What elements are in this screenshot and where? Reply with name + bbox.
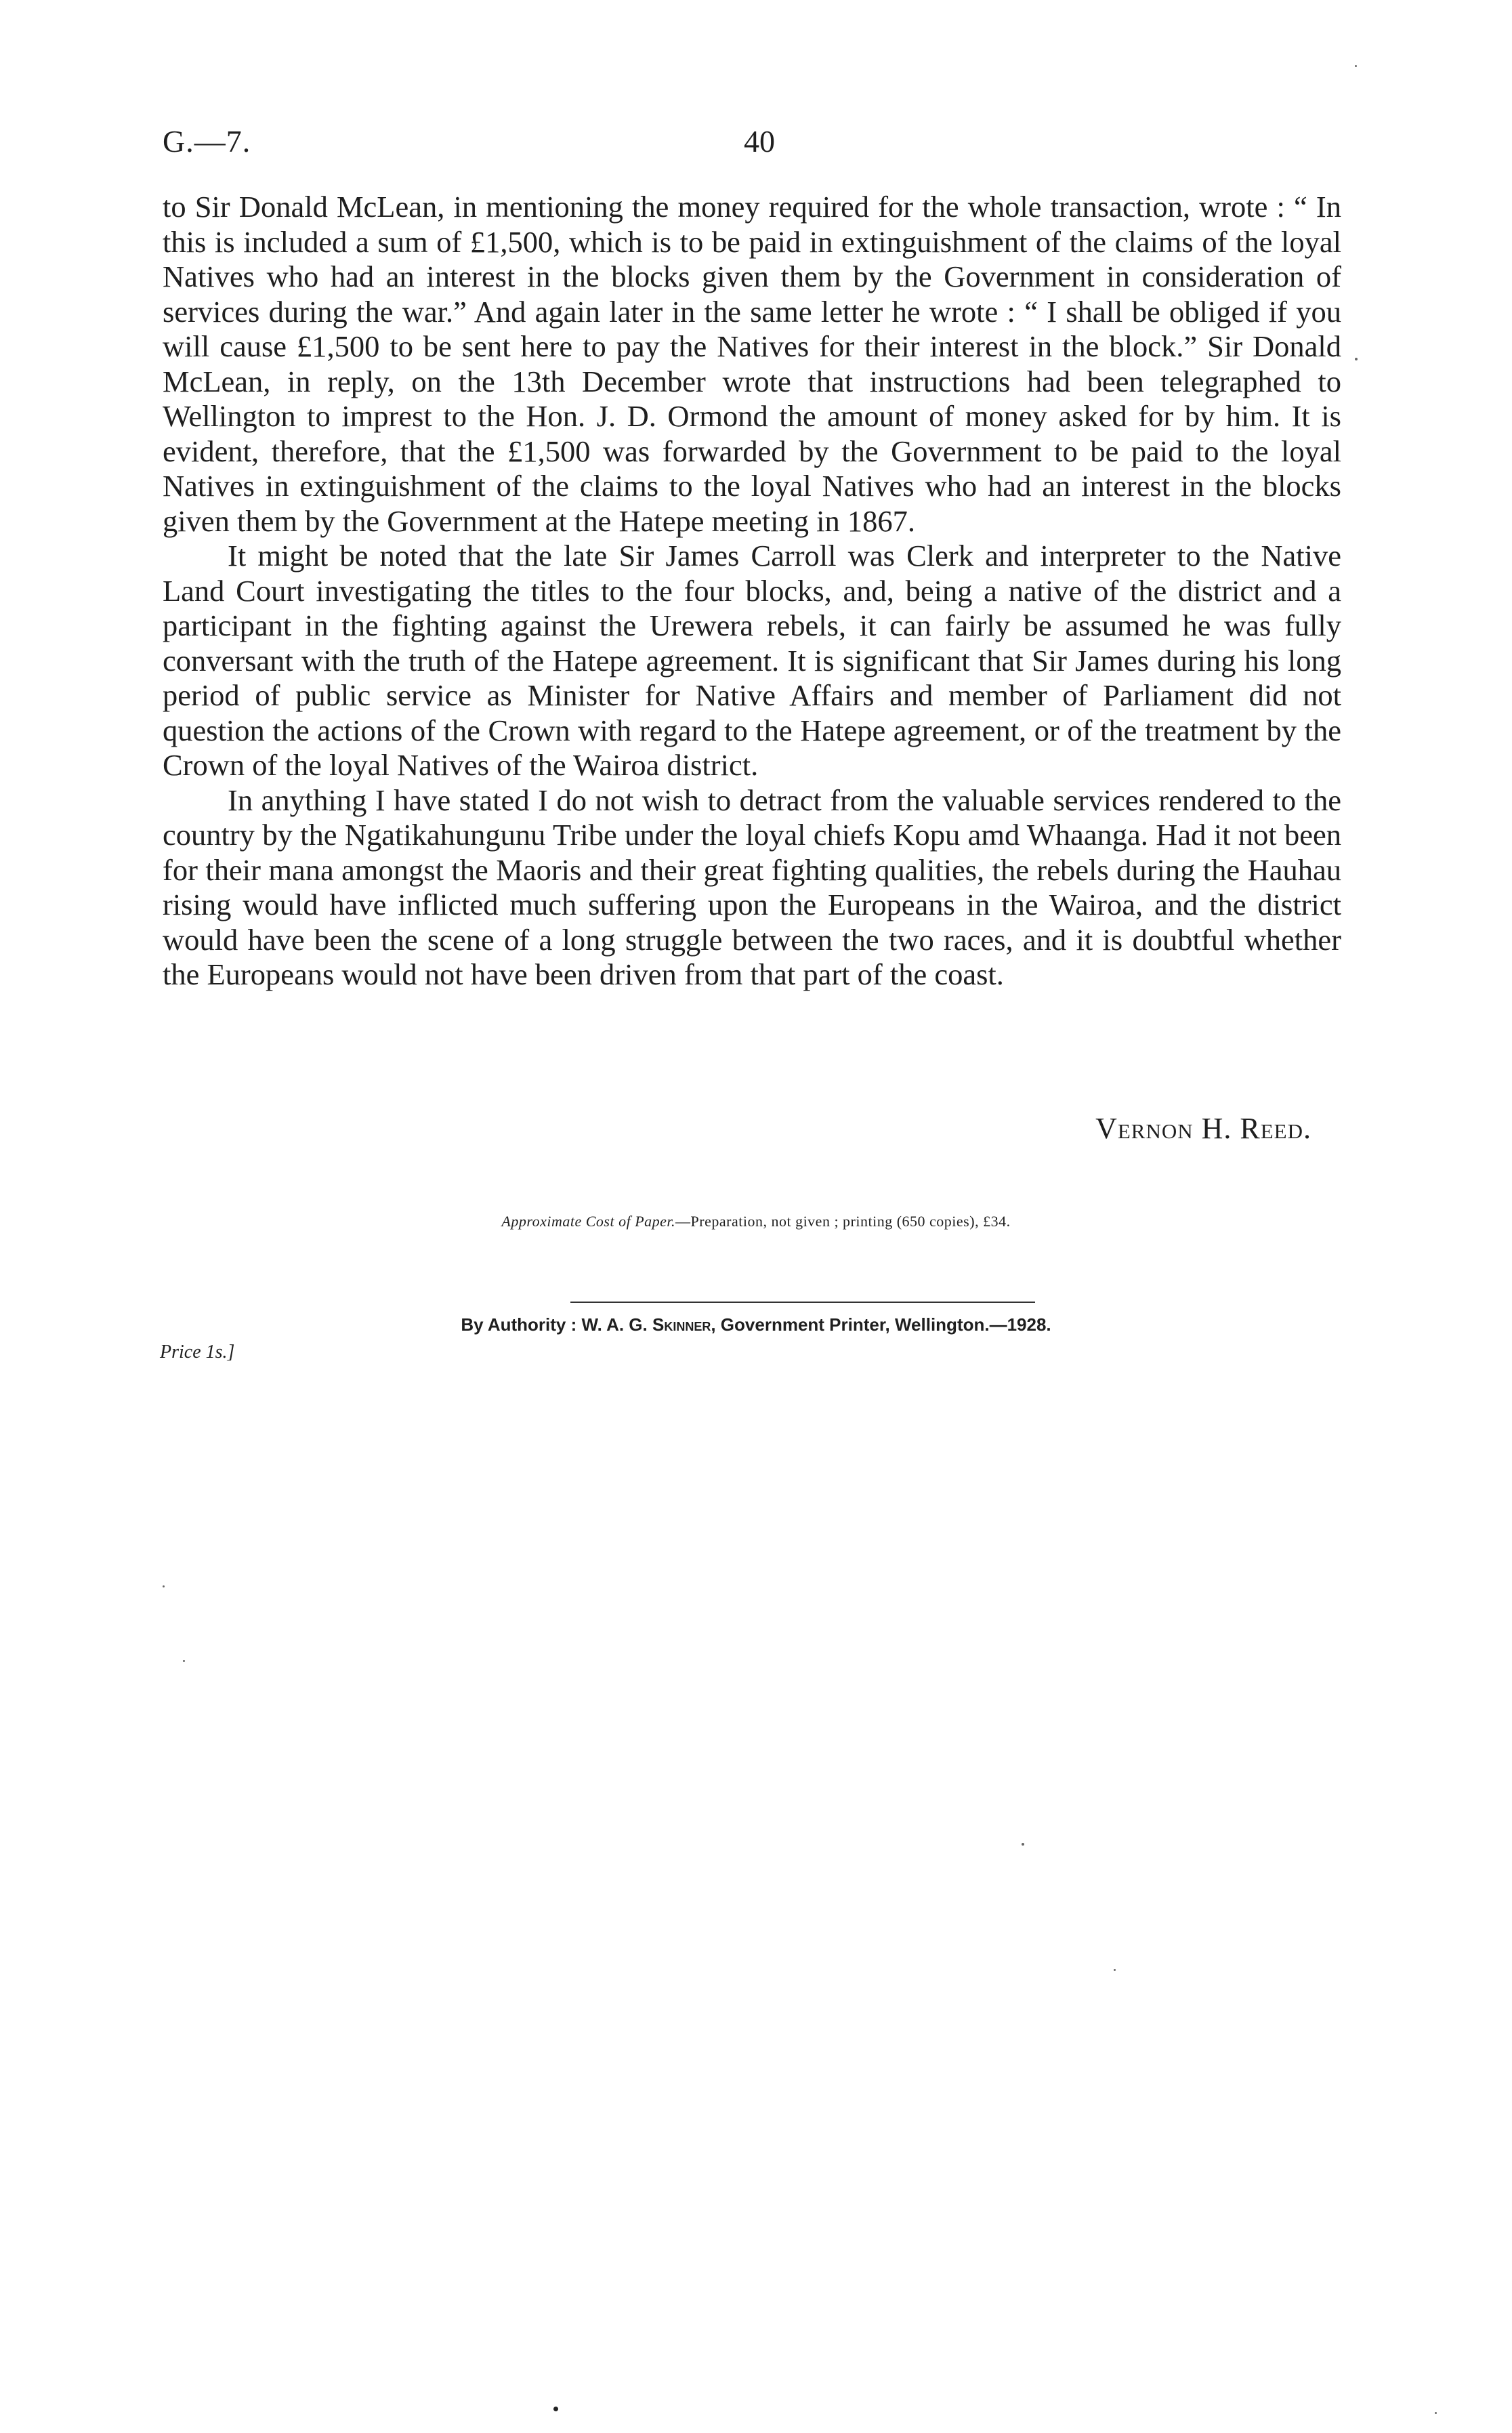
signature: Vernon H. Reed. [1095, 1112, 1311, 1145]
scan-speck [1355, 358, 1358, 360]
authority-printer: W. A. G. Skinner, [581, 1314, 716, 1335]
paragraph-ngatikahungunu: In anything I have stated I do not wish to detract from the valuable services rendered to the country by the Ngatikahungunu Tribe under the loyal chiefs Kopu amd Whaanga. Had it not been for their mana amongst the Maoris and their great fighting qualities, the rebels during the Hauhau rising would have inflicted much suffering upon the Europeans in the Wairoa, and the district would have been the scene of a long struggle between the two races, and it is doubtful whether the Europeans would not have been driven from that part of the coast. [163, 783, 1341, 991]
cost-label: Approximate Cost of Paper. [501, 1213, 676, 1230]
printer-authority [0, 1314, 1512, 1335]
scan-speck [1435, 2412, 1437, 2414]
footer-divider [570, 1302, 1035, 1303]
scan-speck [183, 1660, 185, 1662]
price: Price 1s.] [160, 1342, 235, 1363]
paragraph-carroll: It might be noted that the late Sir James Carroll was Clerk and interpreter to the Native Land Court investigating the titles to the four blocks, and, being a native of the district and a participant in the fighting against the Urewera rebels, it can fairly be assumed he was fully conversant with the truth of the Hatepe agreement. It is significant that Sir James during his long period of public service as Minister for Native Affairs and member of Parliament did not question the actions of the Crown with regard to the Hatepe agreement, or of the treatment by the Crown of the loyal Natives of the Wairoa district. [163, 539, 1341, 782]
cost-detail: —Preparation, not given ; printing (650 copies), £34. [675, 1213, 1011, 1230]
page-number: 40 [744, 124, 775, 159]
cost-of-paper-note [0, 1213, 1512, 1230]
scan-speck [163, 1585, 165, 1587]
authority-suffix: Government Printer, Wellington.—1928. [720, 1314, 1051, 1335]
scan-speck [553, 2407, 558, 2411]
scan-speck [1355, 65, 1357, 67]
document-reference: G.—7. [163, 124, 251, 159]
scan-speck [1022, 1843, 1024, 1846]
body-text [163, 190, 1341, 993]
scan-speck [1114, 1969, 1116, 1971]
paragraph-continuation: to Sir Donald McLean, in mentioning the money required for the whole transaction, wrote : “ In this is included a sum of £1,500, which is to be paid in extinguishment of the claims of the loyal Natives who had an interest in the blocks given them by the Government in consideration of services during the war.” And again later in the same letter he wrote : “ I shall be obliged if you will cause £1,500 to be sent here to pay the Natives for their interest in the block.” Sir Donald McLean, in reply, on the 13th December wrote that instructions had been telegraphed to Wellington to imprest to the Hon. J. D. Ormond the amount of money asked for by him. It is evident, therefore, that the £1,500 was forwarded by the Government to be paid to the loyal Natives in extinguishment of the claims to the loyal Natives who had an interest in the blocks given them by the Government at the Hatepe meeting in 1867. [163, 190, 1341, 538]
authority-prefix: By Authority : [461, 1314, 577, 1335]
